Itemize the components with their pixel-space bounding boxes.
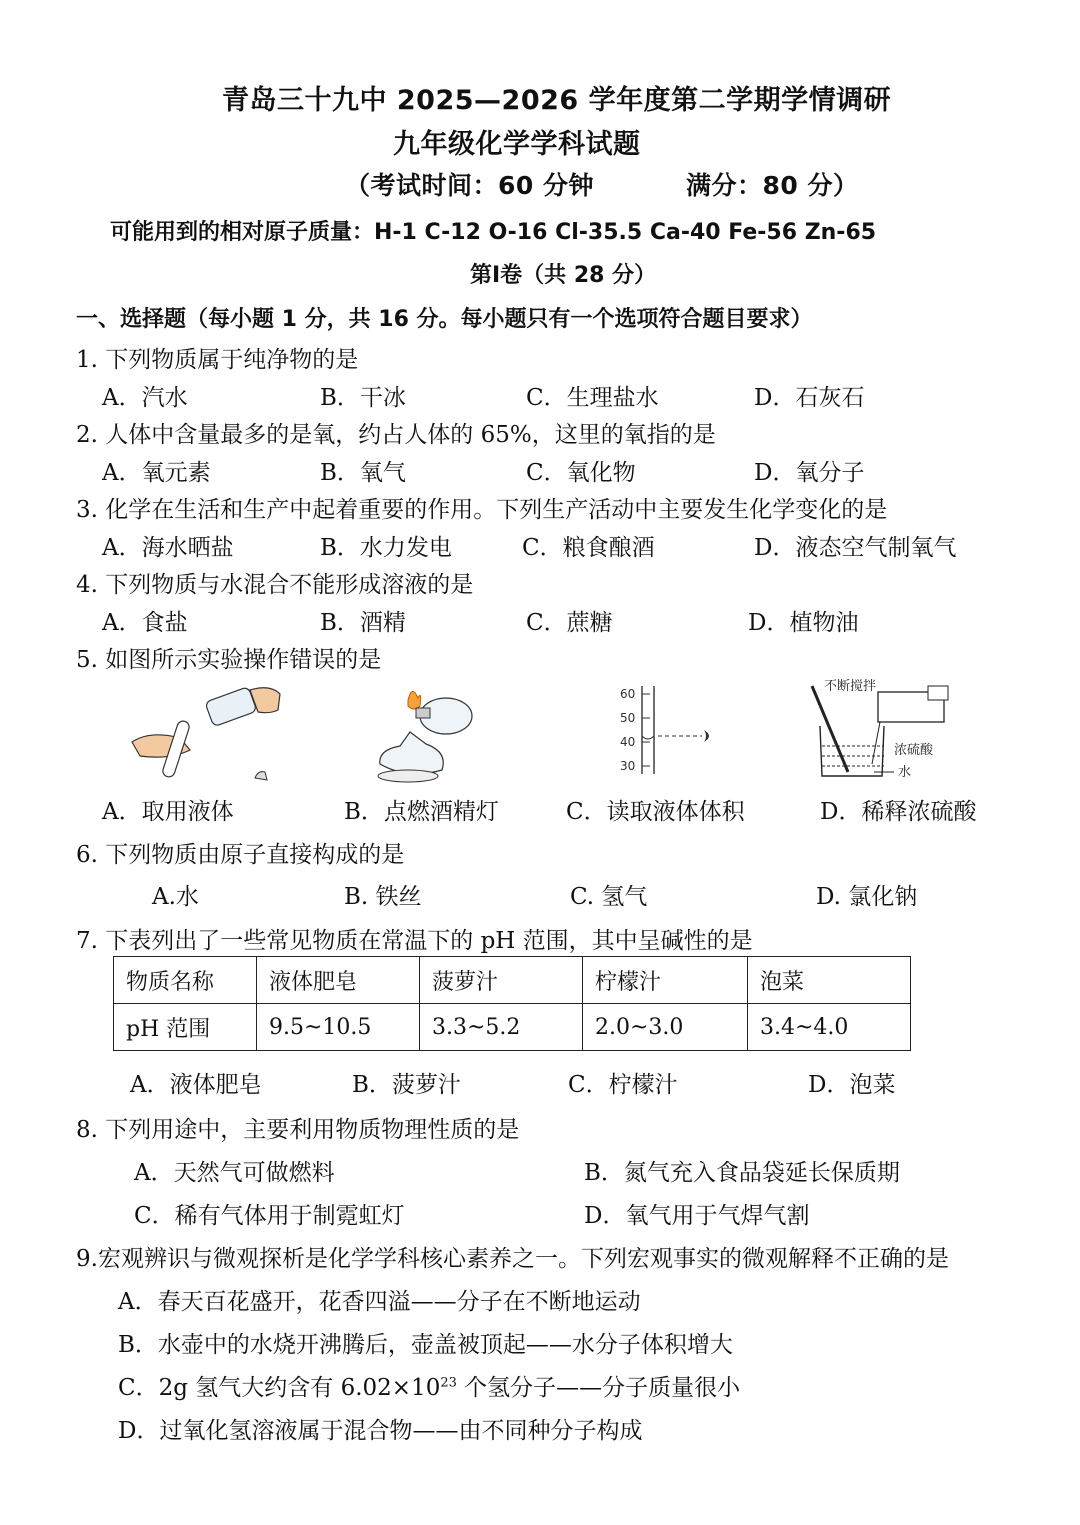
option: B．干冰 xyxy=(320,385,406,411)
figure-pour-liquid xyxy=(130,680,290,785)
option: B．酒精 xyxy=(320,610,406,636)
scale-40: 40 xyxy=(620,735,636,749)
exam-subtitle: 九年级化学学科试题 xyxy=(393,129,641,160)
option: D．植物油 xyxy=(748,610,859,636)
option: B．水力发电 xyxy=(320,535,452,561)
option: C．读取液体体积 xyxy=(566,799,745,825)
scale-30: 30 xyxy=(620,759,636,773)
exam-title: 青岛三十九中 2025—2026 学年度第二学期学情调研 xyxy=(222,85,892,116)
option: B．氧气 xyxy=(320,460,406,486)
option: B. 铁丝 xyxy=(344,884,422,910)
exam-time: （考试时间：60 分钟 xyxy=(345,171,594,200)
option: B．氮气充入食品袋延长保质期 xyxy=(584,1160,900,1186)
scale-60: 60 xyxy=(620,687,636,701)
option: A．氧元素 xyxy=(102,460,211,486)
question-2: 2. 人体中含量最多的是氧，约占人体的 65%，这里的氧指的是 xyxy=(76,422,716,448)
question-8: 8. 下列用途中，主要利用物质物理性质的是 xyxy=(76,1117,520,1143)
table-row xyxy=(114,957,911,1004)
option: C. 氢气 xyxy=(570,884,648,910)
option: A．海水晒盐 xyxy=(102,535,234,561)
section-heading: 一、选择题（每小题 1 分，共 16 分。每小题只有一个选项符合题目要求） xyxy=(76,307,813,332)
option-c-head: C．2g 氢气大约含有 6.02×10 xyxy=(118,1375,441,1401)
option: C．氧化物 xyxy=(526,460,636,486)
table-cell: 物质名称 xyxy=(114,957,257,1004)
option: D．氧气用于气焊气割 xyxy=(584,1203,810,1229)
question-5: 5. 如图所示实验操作错误的是 xyxy=(76,647,382,673)
option: A．取用液体 xyxy=(102,799,234,825)
option: A．汽水 xyxy=(102,385,188,411)
question-1: 1. 下列物质属于纯净物的是 xyxy=(76,347,359,373)
scale-50: 50 xyxy=(620,711,636,725)
option: B．菠萝汁 xyxy=(352,1072,461,1098)
table-cell: 9.5~10.5 xyxy=(257,1004,420,1051)
label-water: 水 xyxy=(898,765,912,780)
atomic-masses: 可能用到的相对原子质量：H-1 C-12 O-16 Cl-35.5 Ca-40 Fe-56 Zn-65 xyxy=(110,220,877,245)
option: D．氧分子 xyxy=(754,460,865,486)
option: C．生理盐水 xyxy=(526,385,659,411)
option: D．液态空气制氧气 xyxy=(754,535,957,561)
volume-label: 第Ⅰ卷（共 28 分） xyxy=(470,263,657,288)
figure-graduated-cylinder xyxy=(612,684,727,784)
option: C．粮食酿酒 xyxy=(522,535,655,561)
label-stir: 不断搅拌 xyxy=(824,679,877,694)
option: C．柠檬汁 xyxy=(568,1072,678,1098)
option: A．液体肥皂 xyxy=(130,1072,262,1098)
option: C．稀有气体用于制霓虹灯 xyxy=(134,1203,405,1229)
option: D．石灰石 xyxy=(754,385,865,411)
option: B．水壶中的水烧开沸腾后，壶盖被顶起——水分子体积增大 xyxy=(118,1332,733,1358)
option: D．过氧化氢溶液属于混合物——由不同种分子构成 xyxy=(118,1418,643,1444)
table-cell: 泡菜 xyxy=(748,957,911,1004)
option: D. 氯化钠 xyxy=(816,884,918,910)
table-cell: 菠萝汁 xyxy=(420,957,583,1004)
question-9: 9.宏观辨识与微观探析是化学学科核心素养之一。下列宏观事实的微观解释不正确的是 xyxy=(76,1246,949,1272)
option: A．春天百花盛开，花香四溢——分子在不断地运动 xyxy=(118,1289,641,1315)
table-cell: 2.0~3.0 xyxy=(583,1004,748,1051)
table-cell: 液体肥皂 xyxy=(257,957,420,1004)
table-cell: pH 范围 xyxy=(114,1004,257,1051)
full-score: 满分：80 分） xyxy=(686,171,859,200)
question-4: 4. 下列物质与水混合不能形成溶液的是 xyxy=(76,572,474,598)
table-cell: 3.3~5.2 xyxy=(420,1004,583,1051)
option: A．天然气可做燃料 xyxy=(134,1160,335,1186)
question-6: 6. 下列物质由原子直接构成的是 xyxy=(76,842,405,868)
table-cell: 柠檬汁 xyxy=(583,957,748,1004)
option: B．点燃酒精灯 xyxy=(344,799,499,825)
label-acid: 浓硫酸 xyxy=(894,743,934,758)
option-c xyxy=(118,1369,740,1402)
figure-dilute-acid xyxy=(808,676,958,784)
option: D．泡菜 xyxy=(808,1072,896,1098)
option: A.水 xyxy=(152,884,199,910)
option: A．食盐 xyxy=(102,610,188,636)
option: D．稀释浓硫酸 xyxy=(820,799,977,825)
table-cell: 3.4~4.0 xyxy=(748,1004,911,1051)
option-c-tail: 个氢分子——分子质量很小 xyxy=(456,1375,741,1401)
question-3: 3. 化学在生活和生产中起着重要的作用。下列生产活动中主要发生化学变化的是 xyxy=(76,497,888,523)
exponent: 23 xyxy=(440,1375,457,1391)
option: C．蔗糖 xyxy=(526,610,613,636)
ph-table xyxy=(113,956,911,1051)
figure-alcohol-lamp xyxy=(368,680,488,790)
question-7: 7. 下表列出了一些常见物质在常温下的 pH 范围，其中呈碱性的是 xyxy=(76,928,753,954)
table-row xyxy=(114,1004,911,1051)
